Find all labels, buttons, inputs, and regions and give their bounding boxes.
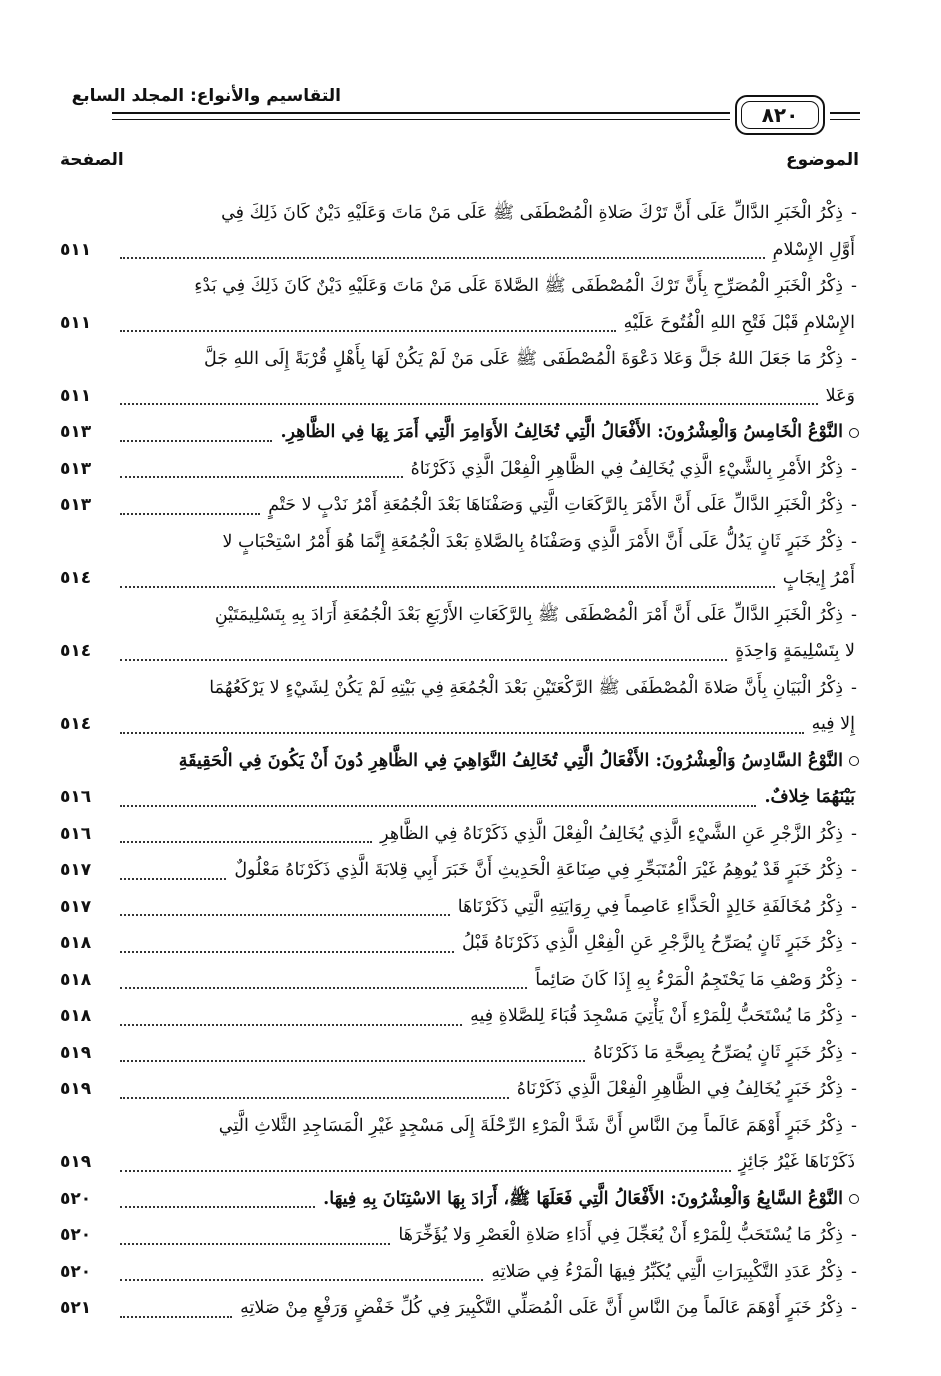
entry-dash-marker — [843, 1254, 865, 1291]
toc-entry-line — [60, 925, 865, 962]
toc-page-number: ٥١١ — [60, 385, 92, 406]
toc-entry-line — [60, 706, 865, 743]
toc-entry-text: ذِكْرُ خَبَرٍ أَوْهَمَ عَالَماً مِنَ النَّاسِ أَنَّ شَدَّ الْمَرْءِ الرِّحْلَةَ إِلَى مَسْجِدٍ غَيْرِ الْمَسَاجِدِ الثَّلاثِ الَّتِي — [218, 1115, 843, 1136]
page-number-box — [735, 95, 825, 135]
toc-entry-text: ذِكْرُ عَدَدِ التَّكْبِيرَاتِ الَّتِي يُكَبِّرُ فِيهَا الْمَرْءُ فِي صَلاتِهِ — [491, 1261, 843, 1282]
toc-entry-text: إِلا فِيهِ — [811, 714, 855, 734]
dot-leader — [120, 476, 403, 478]
toc-entry-line — [60, 816, 865, 853]
toc-entry — [60, 1035, 865, 1072]
toc-page-number: ٥١٤ — [60, 568, 92, 588]
page-number: ٨٢٠ — [741, 101, 819, 129]
toc-entry-line — [60, 487, 865, 524]
toc-entry-text: ذِكْرُ الْخَبَرِ الدَّالِّ عَلَى أَنَّ تَرْكَ صَلاةِ الْمُصْطَفَى ﷺ عَلَى مَنْ مَاتَ وَعَلَيْهِ دَيْنٌ كَانَ ذَلِكَ فِي — [221, 203, 843, 223]
toc-entry-line — [60, 305, 865, 342]
toc-entry-text: الإِسْلامِ قَبْلَ فَتْحِ اللهِ الْفُتُوحَ عَلَيْهِ — [623, 312, 855, 333]
toc-entry — [60, 487, 865, 524]
running-header-title: التقاسيم والأنواع: المجلد السابع — [71, 86, 341, 106]
entry-dash-marker — [843, 670, 865, 707]
toc-entry-text: وَعَلا — [825, 385, 855, 406]
entry-dash-marker — [843, 341, 865, 378]
toc-entry-text: ذِكْرُ الزَّجْرِ عَنِ الشَّيْءِ الَّذِي يُخَالِفُ الْفِعْلَ الَّذِي ذَكَرْنَاهُ فِي الظَّاهِرِ — [380, 823, 843, 844]
toc-page-number: ٥١٣ — [60, 458, 92, 479]
entry-dash-marker — [843, 451, 865, 488]
toc-entry-line — [60, 560, 865, 597]
dot-leader — [120, 257, 765, 259]
dot-leader — [120, 1024, 462, 1026]
toc-entry — [60, 925, 865, 962]
toc-page-number: ٥١٨ — [60, 933, 92, 953]
toc-entry-line — [60, 451, 865, 488]
toc-entry-line — [60, 743, 865, 780]
toc-page-number: ٥١٦ — [60, 823, 92, 844]
toc-entry-text: ذِكْرُ مَا جَعَلَ اللهُ جَلَّ وَعَلا دَعْوَةَ الْمُصْطَفَى ﷺ عَلَى مَنْ لَمْ يَكُنْ لَهَا بِأَهْلٍ قُرْبَةً إِلَى اللهِ جَلَّ — [203, 349, 843, 369]
toc-entry-text: ذِكْرُ وَصْفِ مَا يَحْتَجِمُ الْمَرْءُ بِهِ إِذَا كَانَ صَائِماً — [535, 969, 843, 990]
table-of-contents — [60, 195, 865, 1327]
toc-entry-line — [60, 998, 865, 1035]
toc-entry-text: ذِكْرُ الأَمْرِ بِالشَّيْءِ الَّذِي يُخَالِفُ فِي الظَّاهِرِ الْفِعْلَ الَّذِي ذَكَرْنَاهُ — [410, 458, 843, 479]
entry-dash-marker — [843, 268, 865, 305]
entry-dash-marker — [843, 195, 865, 232]
toc-entry-text: ذَكَرْنَاهَا غَيْرُ جَائِزٍ — [738, 1152, 855, 1172]
column-heading-topic: الموضوع — [786, 150, 859, 170]
toc-entry-text: ذِكْرُ خَبَرٍ قَدْ يُوهِمُ غَيْرَ الْمُتَبَحِّرِ فِي صِنَاعَةِ الْحَدِيثِ أَنَّ خَبَرَ أَبِي قِلابَةَ الَّذِي ذَكَرْنَاهُ مَعْلُولٌ — [234, 860, 843, 880]
toc-entry — [60, 889, 865, 926]
toc-entry-line — [60, 268, 865, 305]
toc-entry-line — [60, 1181, 865, 1218]
toc-entry-line — [60, 1071, 865, 1108]
toc-entry-text: ذِكْرُ مَا يُسْتَحَبُّ لِلْمَرْءِ أَنْ يُعَجِّلَ فِي أَدَاءِ صَلاةِ الْعَصْرِ وَلا يُؤَخِّرَهَا — [398, 1225, 843, 1245]
toc-entry-text: ذِكْرُ مَا يُسْتَحَبُّ لِلْمَرْءِ أَنْ يَأْتِيَ مَسْجِدَ قُبَاءَ لِلصَّلاةِ فِيهِ — [470, 1006, 843, 1026]
entry-dash-marker — [843, 852, 865, 889]
toc-entry-text: ذِكْرُ الْخَبَرِ الْمُصَرِّحِ بِأَنَّ تَرْكَ الْمُصْطَفَى ﷺ الصَّلاةَ عَلَى مَنْ مَاتَ وَعَلَيْهِ دَيْنٌ كَانَ ذَلِكَ فِي بَدْءِ — [194, 276, 843, 296]
toc-entry-text: ذِكْرُ خَبَرٍ يُخَالِفُ فِي الظَّاهِرِ الْفِعْلَ الَّذِي ذَكَرْنَاهُ — [516, 1079, 843, 1099]
dot-leader — [120, 586, 775, 588]
toc-entry — [60, 962, 865, 999]
entry-dash-marker — [843, 1217, 865, 1254]
toc-page-number: ٥٢٠ — [60, 1188, 92, 1209]
toc-entry-line — [60, 889, 865, 926]
dot-leader — [120, 987, 527, 989]
entry-dash-marker — [843, 1108, 865, 1145]
toc-entry-text: النَّوْعُ السَّادِسُ وَالْعِشْرُونَ: الأَفْعَالُ الَّتِي تُخَالِفُ النَّوَاهِيَ فِي الظَّاهِرِ دُونَ أَنْ يَكُونَ فِي الْحَقِيقَةِ — [178, 750, 843, 771]
toc-entry — [60, 195, 865, 268]
toc-entry-text: ذِكْرُ خَبَرٍ ثَانٍ يَدُلُّ عَلَى أَنَّ الأَمْرَ الَّذِي وَصَفْنَاهُ بِالصَّلاةِ بَعْدَ الْجُمُعَةِ إِنَّمَا هُوَ أَمْرُ اسْتِحْبَابٍ لا — [222, 531, 843, 552]
toc-entry-line — [60, 633, 865, 670]
dot-leader — [120, 1316, 232, 1318]
toc-entry-line — [60, 1290, 865, 1327]
dot-leader — [120, 1243, 390, 1245]
section-circle-marker — [843, 414, 865, 451]
dot-leader — [120, 403, 818, 405]
toc-entry-text: النَّوْعُ السَّابِعُ وَالْعِشْرُونَ: الأَفْعَالُ الَّتِي فَعَلَهَا ﷺ، أَرَادَ بِهَا الاسْتِنَانَ بِهِ فِيهَا. — [323, 1188, 843, 1209]
toc-entry — [60, 451, 865, 488]
toc-page-number: ٥١٧ — [60, 860, 92, 880]
entry-dash-marker — [843, 524, 865, 561]
section-circle-marker — [843, 1181, 865, 1218]
entry-dash-marker — [843, 925, 865, 962]
toc-entry — [60, 998, 865, 1035]
dot-leader — [120, 805, 756, 807]
toc-page-number: ٥١٩ — [60, 1042, 92, 1063]
toc-entry-text: النَّوْعُ الْخَامِسُ وَالْعِشْرُونَ: الأَفْعَالُ الَّتِي تُخَالِفُ الأَوَامِرَ الَّتِي أَمَرَ بِهَا فِي الظَّاهِرِ. — [280, 422, 843, 442]
toc-entry-line — [60, 1035, 865, 1072]
toc-entry-text: أَوَّلِ الإِسْلامِ — [772, 239, 855, 260]
toc-entry-line — [60, 779, 865, 816]
toc-page-number: ٥١١ — [60, 312, 92, 333]
dot-leader — [120, 659, 727, 661]
toc-entry-line — [60, 670, 865, 707]
toc-entry — [60, 1071, 865, 1108]
dot-leader — [120, 914, 450, 916]
toc-entry-text: ذِكْرُ خَبَرٍ ثَانٍ يُصَرِّحُ بِالزَّجْرِ عَنِ الْفِعْلِ الَّذِي ذَكَرْنَاهُ قَبْلُ — [462, 933, 843, 953]
toc-page-number: ٥١٨ — [60, 969, 92, 990]
header-rule-bottom — [112, 119, 730, 120]
toc-section-heading — [60, 1181, 865, 1218]
toc-page-number: ٥٢٠ — [60, 1225, 92, 1245]
toc-section-heading — [60, 414, 865, 451]
toc-entry — [60, 1108, 865, 1181]
toc-entry-text: ذِكْرُ الْخَبَرِ الدَّالِّ عَلَى أَنَّ أَمْرَ الْمُصْطَفَى ﷺ بِالرَّكَعَاتِ الأَرْبَعِ بَعْدَ الْجُمُعَةِ أَرَادَ بِهِ بِتَسْلِيمَتَيْنِ — [214, 604, 843, 625]
toc-page-number: ٥٢٠ — [60, 1261, 92, 1282]
toc-entry — [60, 524, 865, 597]
toc-page-number: ٥١٨ — [60, 1006, 92, 1026]
toc-entry-line — [60, 524, 865, 561]
entry-dash-marker — [843, 816, 865, 853]
dot-leader — [120, 513, 260, 515]
entry-dash-marker — [843, 1071, 865, 1108]
dot-leader — [120, 1060, 585, 1062]
toc-page-number: ٥٢١ — [60, 1298, 92, 1318]
toc-page-number: ٥١٧ — [60, 896, 92, 917]
toc-entry-text: ذِكْرُ خَبَرٍ ثَانٍ يُصَرِّحُ بِصِحَّةِ مَا ذَكَرْنَاهُ — [593, 1042, 843, 1063]
entry-dash-marker — [843, 998, 865, 1035]
toc-entry-text: بَيْنَهُمَا خِلافٌ. — [764, 787, 855, 807]
dot-leader — [120, 330, 616, 332]
dot-leader — [120, 1206, 315, 1208]
column-heading-page: الصفحة — [60, 150, 124, 170]
toc-entry — [60, 1290, 865, 1327]
entry-dash-marker — [843, 1290, 865, 1327]
dot-leader — [120, 1097, 509, 1099]
toc-page-number: ٥١٤ — [60, 641, 92, 661]
header-rule-right-top — [830, 112, 860, 114]
toc-entry — [60, 1254, 865, 1291]
entry-dash-marker — [843, 597, 865, 634]
toc-entry-text: لا بِتَسْلِيمَةٍ وَاحِدَةٍ — [735, 641, 855, 661]
toc-entry — [60, 341, 865, 414]
section-circle-marker — [843, 743, 865, 780]
toc-entry-text: ذِكْرُ مُخَالَفَةِ خَالِدٍ الْحَذَّاءِ عَاصِماً فِي رِوَايَتِهِ الَّتِي ذَكَرْنَاهَا — [457, 896, 843, 917]
entry-dash-marker — [843, 889, 865, 926]
toc-entry-line — [60, 414, 865, 451]
toc-page-number: ٥١٣ — [60, 422, 92, 442]
toc-entry — [60, 268, 865, 341]
toc-page-number: ٥١٦ — [60, 787, 92, 807]
toc-entry-line — [60, 378, 865, 415]
header-rule-top — [112, 112, 730, 114]
toc-entry — [60, 852, 865, 889]
toc-entry-text: ذِكْرُ الْخَبَرِ الدَّالِّ عَلَى أَنَّ الأَمْرَ بِالرَّكَعَاتِ الَّتِي وَصَفْنَاهَا بَعْدَ الْجُمُعَةِ أَمْرُ نَدْبٍ لا حَتْمٍ — [268, 495, 843, 515]
toc-entry-text: ذِكْرُ الْبَيَانِ بِأَنَّ صَلاةَ الْمُصْطَفَى ﷺ الرَّكْعَتَيْنِ بَعْدَ الْجُمُعَةِ فِي بَيْتِهِ لَمْ يَكُنْ لِشَيْءٍ لا يَرْكَعُهُمَا — [209, 677, 843, 698]
dot-leader — [120, 440, 272, 442]
toc-entry-line — [60, 597, 865, 634]
toc-entry-text: ذِكْرُ خَبَرٍ أَوْهَمَ عَالَماً مِنَ النَّاسِ أَنَّ عَلَى الْمُصَلِّي التَّكْبِيرَ فِي كُلِّ خَفْضٍ وَرَفْعٍ مِنْ صَلاتِهِ — [240, 1298, 843, 1318]
dot-leader — [120, 878, 226, 880]
toc-entry-line — [60, 232, 865, 269]
dot-leader — [120, 841, 372, 843]
toc-entry-text: أَمْرُ إِيجَابٍ — [782, 568, 855, 588]
dot-leader — [120, 732, 804, 734]
toc-entry-line — [60, 341, 865, 378]
toc-page-number: ٥١٣ — [60, 495, 92, 515]
dot-leader — [120, 1170, 731, 1172]
toc-entry — [60, 816, 865, 853]
toc-entry-line — [60, 1254, 865, 1291]
toc-entry-line — [60, 1144, 865, 1181]
dot-leader — [120, 951, 454, 953]
toc-section-heading — [60, 743, 865, 816]
toc-entry-line — [60, 195, 865, 232]
toc-page-number: ٥١٩ — [60, 1079, 92, 1099]
toc-entry-line — [60, 1217, 865, 1254]
entry-dash-marker — [843, 1035, 865, 1072]
toc-entry — [60, 597, 865, 670]
entry-dash-marker — [843, 962, 865, 999]
toc-entry — [60, 1217, 865, 1254]
toc-page-number: ٥١٤ — [60, 714, 92, 734]
toc-page-number: ٥١١ — [60, 239, 92, 260]
toc-entry-line — [60, 852, 865, 889]
toc-entry — [60, 670, 865, 743]
toc-entry-line — [60, 962, 865, 999]
entry-dash-marker — [843, 487, 865, 524]
dot-leader — [120, 1279, 483, 1281]
toc-entry-line — [60, 1108, 865, 1145]
header-rule-right-bottom — [830, 119, 860, 120]
toc-page-number: ٥١٩ — [60, 1152, 92, 1172]
